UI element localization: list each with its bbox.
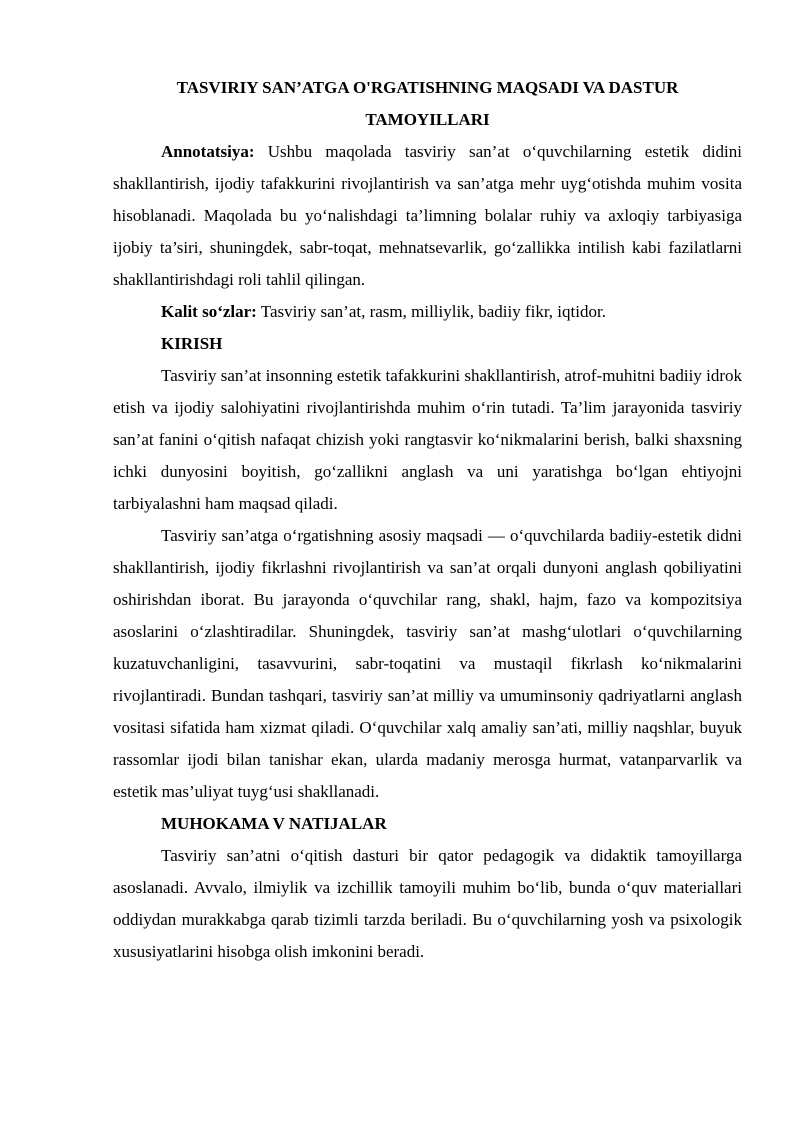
discussion-heading: MUHOKAMA V NATIJALAR <box>161 814 387 833</box>
annotation-paragraph <box>113 136 742 296</box>
intro-heading: KIRISH <box>161 334 223 353</box>
document-page <box>113 72 742 968</box>
annotation-label: Annotatsiya: <box>161 142 255 161</box>
annotation-text: Ushbu maqolada tasviriy san’at o‘quvchilarning estetik didini shakllantirish, ijodiy tafakkurini rivojlantirish va san’atga mehr uyg‘otishda muhim vosita hisoblanadi. Maqolada bu yo‘nalishdagi ta’limning bolalar ruhiy va axloqiy tarbiyasiga ijobiy ta’siri, shuningdek, sabr-toqat, mehnatsevarlik, go‘zallikka intilish kabi fazilatlarni shakllantirishdagi roli tahlil qilingan. <box>113 142 742 289</box>
discussion-paragraph-1: Tasviriy san’atni o‘qitish dasturi bir qator pedagogik va didaktik tamoyillarga asoslanadi. Avvalo, ilmiylik va izchillik tamoyili muhim bo‘lib, bunda o‘quv materiallari oddiydan murakkabga qarab tizimli tarzda beriladi. Bu o‘quvchilarning yosh va psixologik xususiyatlarini hisobga olish imkonini beradi. <box>113 846 742 961</box>
intro-paragraph-1: Tasviriy san’at insonning estetik tafakkurini shakllantirish, atrof-muhitni badiiy idrok etish va ijodiy salohiyatini rivojlantirishda muhim o‘rin tutadi. Ta’lim jarayonida tasviriy san’at fanini o‘qitish nafaqat chizish yoki rangtasvir ko‘nikmalarini berish, balki shaxsning ichki dunyosini boyitish, go‘zallikni anglash va uni yaratishga bo‘lgan ehtiyojni tarbiyalashni ham maqsad qiladi. <box>113 366 742 513</box>
keywords-paragraph <box>113 296 742 328</box>
intro-paragraph-2: Tasviriy san’atga o‘rgatishning asosiy maqsadi — o‘quvchilarda badiiy-estetik didni shakllantirish, ijodiy fikrlashni rivojlantirish va san’at orqali dunyoni anglash qobiliyatini oshirishdan iborat. Bu jarayonda o‘quvchilar rang, shakl, hajm, fazo va kompozitsiya asoslarini o‘zlashtiradilar. Shuningdek, tasviriy san’at mashg‘ulotlari o‘quvchilarning kuzatuvchanligini, tasavvurini, sabr-toqatini va mustaqil fikrlash ko‘nikmalarini rivojlantiradi. Bundan tashqari, tasviriy san’at milliy va umuminsoniy qadriyatlarni anglash vositasi sifatida ham xizmat qiladi. O‘quvchilar xalq amaliy san’ati, milliy naqshlar, buyuk rassomlar ijodi bilan tanishar ekan, ularda madaniy merosga hurmat, vatanparvarlik va estetik mas’uliyat tuyg‘usi shakllanadi. <box>113 526 742 801</box>
keywords-label: Kalit so‘zlar: <box>161 302 257 321</box>
article-title: TASVIRIY SAN’ATGA O'RGATISHNING MAQSADI VA DASTUR TAMOYILLARI <box>176 78 679 129</box>
keywords-text: Tasviriy san’at, rasm, milliylik, badiiy fikr, iqtidor. <box>256 302 606 321</box>
